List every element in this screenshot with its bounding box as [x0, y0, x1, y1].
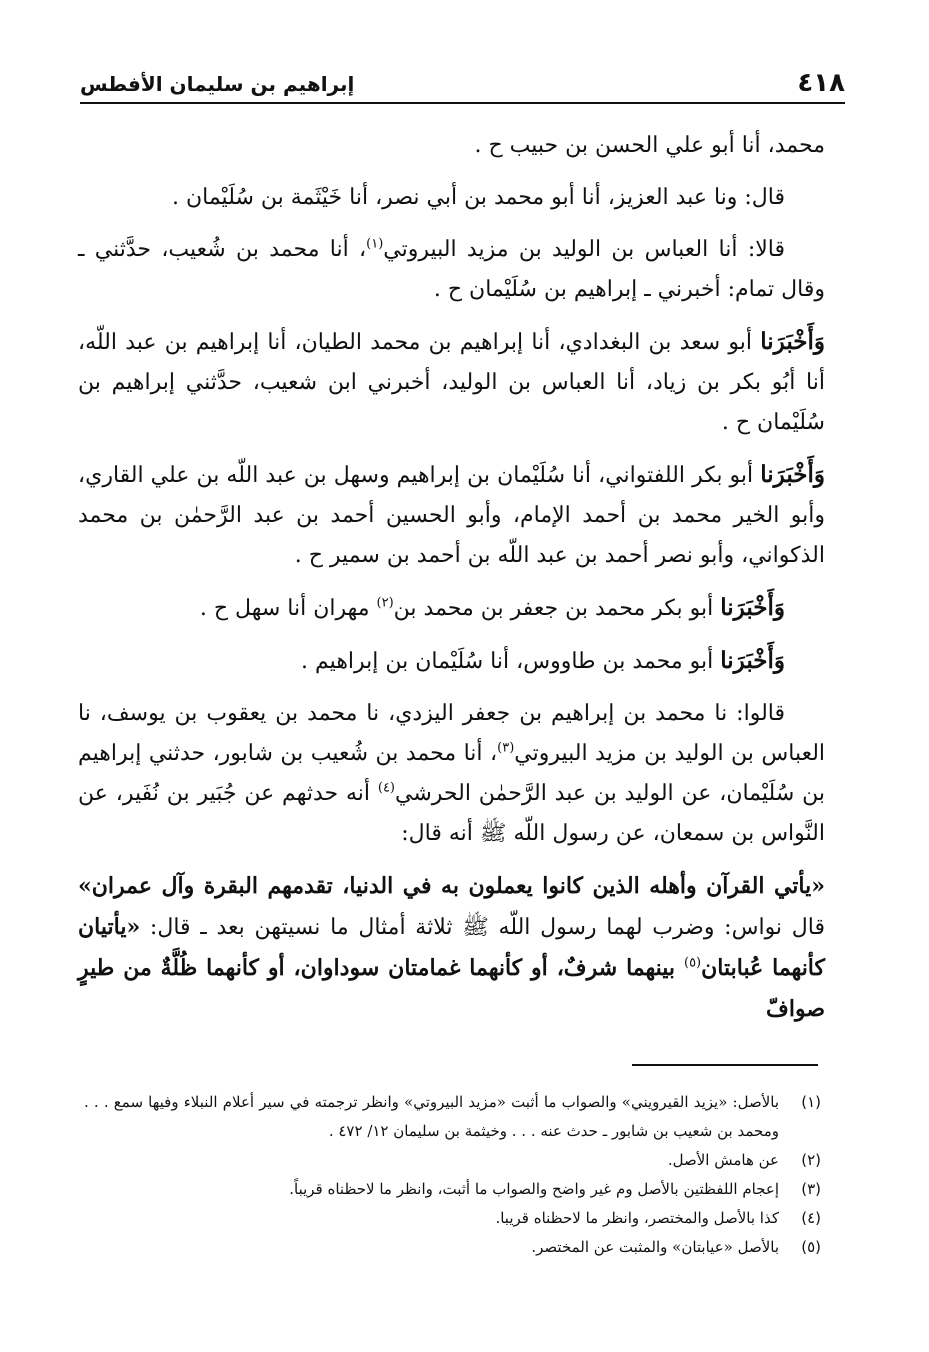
footnote-text: بالأصل «عيابتان» والمثبت عن المختصر. — [531, 1238, 779, 1256]
main-text — [78, 126, 825, 1042]
keyword-akhbarana: وَأَخْبَرَنا — [760, 461, 825, 488]
hadith-text: «يأتيان كأنهما عُبابتان — [78, 914, 825, 981]
text-run: أبو سعد بن البغدادي، أنا إبراهيم بن محمد الطيان، أنا إبراهيم بن عبد اللّه، أنا أبُو بكر بن زياد، أنا العباس بن الوليد، أخبرني ابن شعيب، حدَّثني إبراهيم بن سُلَيْمان ح . — [78, 330, 825, 435]
footnote-marker: (٢) — [376, 595, 394, 611]
text-run: أبو محمد بن طاووس، أنا سُلَيْمان بن إبراهيم . — [301, 649, 721, 674]
footnote-marker: (٥) — [683, 955, 702, 971]
paragraph — [78, 588, 825, 629]
text-run: محمد، أنا أبو علي الحسن بن حبيب ح . — [474, 133, 825, 158]
keyword-akhbarana: وَأَخْبَرَنا — [760, 328, 825, 355]
footnote-number: (٥) — [801, 1238, 821, 1256]
footnote-text: عن هامش الأصل. — [667, 1151, 779, 1169]
footnote-text: كذا بالأصل والمختصر، وانظر ما لاحظناه قريبا. — [495, 1209, 779, 1227]
keyword-akhbarana: وَأَخْبَرَنا — [720, 647, 785, 674]
text-run: أبو بكر اللفتواني، أنا سُلَيْمان بن إبراهيم وسهل بن عبد اللّه بن علي القاري، وأبو الخير محمد بن أحمد الإمام، وأبو الحسين أحمد بن عبد الرَّحمٰن بن محمد الذكواني، وأبو نصر أحمد بن عبد اللّه بن أحمد بن سمير ح . — [78, 463, 825, 568]
text-run: ، أنا محمد بن شُعيب، حدَّثني ـ وقال تمام: أخبرني ـ إبراهيم بن سُلَيْمان ح . — [78, 237, 825, 302]
hadith-text: «يأتي القرآن وأهله الذين كانوا يعملون به في الدنيا، تقدمهم البقرة وآل عمران» — [78, 873, 825, 899]
footnote-text: بالأصل: «يزيد القيرويني» والصواب ما أثبت «مزيد البيروتي» وانظر ترجمته في سير أعلام النبلاء وفيها سمع . . . ومحمد بن شعيب بن شابور ـ حدث عنه . . . وخيثمة بن سليمان ١٢/ ٤٧٢ . — [84, 1093, 779, 1140]
page-number: ٤١٨ — [797, 68, 845, 98]
text-run: مهران أنا سهل ح . — [199, 596, 377, 621]
footnote-number: (٣) — [801, 1180, 821, 1198]
footnote — [84, 1088, 821, 1146]
page-header — [80, 62, 845, 104]
footnote-text: إعجام اللفظتين بالأصل وم غير واضح والصواب ما أثبت، وانظر ما لاحظناه قريباً. — [289, 1180, 779, 1198]
footnote-marker: (١) — [366, 236, 384, 252]
footnote-number: (٢) — [801, 1151, 821, 1169]
text-run: أنه حدثهم عن جُبَير بن نُفَير، عن النَّواس بن سمعان، عن رسول اللّه ﷺ أنه قال: — [78, 781, 825, 846]
hadith-text: بينهما شرفٌ، أو كأنهما غمامتان سوداوان، أو كأنهما ظُلَّةٌ من طيرٍ صوافّ — [78, 955, 825, 1022]
footnote — [84, 1175, 821, 1204]
paragraph — [78, 866, 825, 1030]
paragraph — [78, 178, 825, 218]
footnote-separator — [632, 1064, 818, 1066]
running-title: إبراهيم بن سليمان الأفطس — [80, 72, 355, 96]
text-run: قال: ونا عبد العزيز، أنا أبو محمد بن أبي نصر، أنا خَيْثَمة بن سُلَيْمان . — [171, 185, 785, 210]
footnote-marker: (٣) — [497, 740, 515, 756]
paragraph — [78, 694, 825, 854]
paragraph — [78, 230, 825, 310]
paragraph — [78, 322, 825, 443]
text-run: أبو بكر محمد بن جعفر بن محمد بن — [393, 596, 721, 621]
paragraph — [78, 455, 825, 576]
text-run: قالوا: نا محمد بن إبراهيم بن جعفر اليزدي، نا محمد بن يعقوب بن يوسف، نا العباس بن الوليد بن مزيد البيروتي — [78, 701, 826, 766]
keyword-akhbarana: وَأَخْبَرَنا — [720, 594, 785, 621]
footnote — [84, 1233, 821, 1262]
text-run: قال نواس: وضرب لهما رسول اللّه ﷺ ثلاثة أمثال ما نسيتهن بعد ـ قال: — [140, 915, 825, 940]
text-run: قالا: أنا العباس بن الوليد بن مزيد البيروتي — [383, 237, 785, 262]
footnote — [84, 1204, 821, 1233]
footnotes — [84, 1088, 821, 1262]
paragraph — [78, 126, 825, 166]
footnote-number: (٤) — [801, 1209, 821, 1227]
footnote-marker: (٤) — [377, 780, 395, 796]
text-run: ، أنا محمد بن شُعيب بن شابور، حدثني إبراهيم بن سُلَيْمان، عن الوليد بن عبد الرَّحمٰن الحرشي — [78, 741, 825, 806]
footnote — [84, 1146, 821, 1175]
footnote-number: (١) — [801, 1093, 821, 1111]
paragraph — [78, 641, 825, 682]
